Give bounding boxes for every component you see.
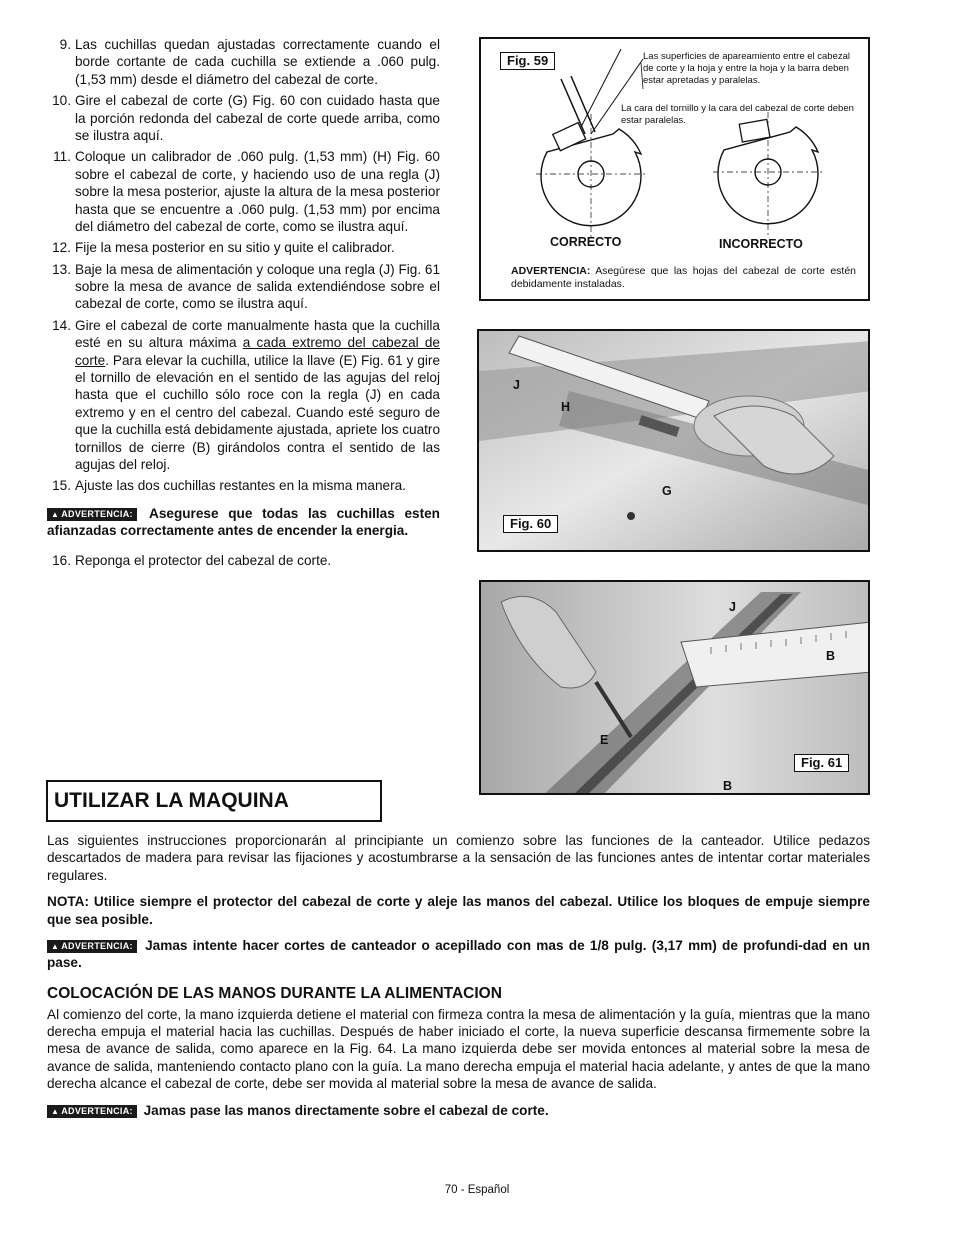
callout-e: E <box>600 733 609 747</box>
nota-paragraph: NOTA: Utilice siempre el protector del cabezal de corte y aleje las manos del cabezal. Utilice los bloques de empuje siempre que sea posible. <box>47 894 870 927</box>
step-14-text-b: . Para elevar la cuchilla, utilice la llave (E) Fig. 61 y gire el tornillo de elevación en el sentido de las agujas del reloj hasta que el cuchillo sólo roce con la regla (J) en cada extremo y en el centro del cabezal. Cuando esté seguro de que la cuchilla está debidamente ajustada, apriete los cuatro tornillos de cierre (B) girándolos contra el sentido de las agujas del reloj. <box>75 352 441 472</box>
warning-hands: ▲ ADVERTENCIA: Jamas pase las manos directamente sobre el cabezal de corte. <box>47 1102 870 1119</box>
step-12: 12. Fije la mesa posterior en su sitio y quite el calibrador. <box>52 240 395 256</box>
fig59-note-screw: La cara del tornillo y la cara del cabezal de corte deben estar paralelas. <box>621 103 854 126</box>
step-16: 16. Reponga el protector del cabezal de corte. <box>52 552 332 568</box>
warning-badge: ▲ ADVERTENCIA: <box>47 1105 137 1119</box>
callout-j: J <box>513 378 520 392</box>
cutterhead-diagrams <box>481 39 870 301</box>
callout-j-61: J <box>729 600 736 614</box>
callout-b-upper: B <box>826 649 836 663</box>
step-9: 9. Las cuchillas quedan ajustadas correctamente cuando el borde cortante de cada cuchilla se extiende a .060 pulg. (1,53 mm) desde el diámetro del cabezal de corte. <box>59 37 440 87</box>
figure-59 <box>479 37 870 301</box>
step-11: 11. Coloque un calibrador de .060 pulg. (1,53 mm) (H) Fig. 60 sobre el cabezal de corte, y haciendo uso de una regla (J) sobre la mesa posterior, ajuste la altura de la mesa posterior hasta que se encuentre a .060 pulg. (1,53 mm) por encima del diámetro del cabezal de corte, como se ilustra aquí. <box>53 149 440 234</box>
step-13: 13. Baje la mesa de alimentación y coloque una regla (J) Fig. 61 sobre la mesa de avance de salida extendiéndose sobre el cabezal de corte, como se ilustra aquí. <box>52 261 440 312</box>
callout-h: H <box>561 400 571 414</box>
warning-badge: ▲ ADVERTENCIA: <box>47 940 137 954</box>
callout-b-lower: B <box>723 779 733 793</box>
hand-placement-paragraph: Al comienzo del corte, la mano izquierda detiene el material con firmeza contra la mesa de alimentación y la guía, mientras que la mano derecha empuja el material hacia las cuchillas. Después de haber iniciado el corte, la nueva superficie descansa firmemente sobre la mesa de avance de salida, como aparece en la Fig. 64. La mano izquierda debe ser movida entonces al material sobre la mesa de avance de salida, manteniendo contacto plano con la guía. La mano derecha empuja el material hacia adelante, y antes de que la mano derecha alcance el cabezal de corte, debe ser movida al material sobre la mesa de avance de salida. <box>47 1006 870 1092</box>
label-correct: CORRECTO <box>550 235 622 249</box>
step-14: 14. Gire el cabezal de corte manualmente hasta que la cuchilla esté en su altura máxima a cada extremo del cabezal de corte. Para elevar la cuchilla, utilice la llave (E) Fig. 61 y gire el tornillo de elevación en el sentido de las agujas del reloj hasta que el cuchillo sólo roce con la regla (J) en cada extremo y en el centro del cabezal. Cuando esté seguro de que la cuchilla está debidamente ajustada, apriete los cuatro tornillos de cierre (B) girándolos contra el sentido de las agujas del reloj. <box>52 317 441 472</box>
warning-blades-secured: ▲ ADVERTENCIA: Asegurese que todas las cuchillas esten afianzadas correctamente antes de encender la energia. <box>47 505 440 539</box>
warning-badge: ▲ ADVERTENCIA: <box>47 508 137 522</box>
figure-60-photo <box>477 329 870 552</box>
section-title: UTILIZAR LA MAQUINA <box>46 780 382 822</box>
fig59-warning: ADVERTENCIA: Asegúrese que las hojas del cabezal de corte estén debidamente instaladas. <box>511 265 856 291</box>
step-14-text-a: Gire el cabezal de corte manualmente hasta que la cuchilla esté en su altura máxima <box>75 317 440 351</box>
step-14-underlined: a cada extremo del cabezal de corte <box>75 335 440 368</box>
step-15: 15. Ajuste las dos cuchillas restantes en la misma manera. <box>52 478 406 494</box>
warning-icon: ▲ <box>51 941 60 951</box>
warning-icon: ▲ <box>51 509 60 519</box>
operation-instructions <box>47 832 870 1128</box>
fig61-label: Fig. 61 <box>794 754 849 772</box>
warning-icon: ▲ <box>51 1106 60 1116</box>
warning-depth: ▲ ADVERTENCIA: Jamas intente hacer cortes de canteador o acepillado con mas de 1/8 pulg. (3,17 mm) de profundi-dad en un pase. <box>47 937 870 971</box>
figure-61-photo <box>479 580 870 795</box>
steps-column <box>47 36 440 573</box>
fig59-note-surfaces: Las superficies de apareamiento entre el cabezal de corte y la hoja y entre la hoja y la barra deben estar apretadas y paralelas. <box>643 51 851 86</box>
page-footer: 70 - Español <box>444 1184 510 1196</box>
correct-cutterhead <box>536 76 646 239</box>
fig59-label: Fig. 59 <box>500 52 555 70</box>
label-incorrect: INCORRECTO <box>719 237 803 251</box>
intro-paragraph: Las siguientes instrucciones proporcionarán al principiante un comienzo sobre las funciones de la canteador. Utilice pedazos descartados de madera para revisar las fijaciones y acostumbrarse a la sensación de las funciones antes de intentar cortar materiales regulares. <box>47 833 870 883</box>
fig60-label: Fig. 60 <box>503 515 558 533</box>
step-10: 10. Gire el cabezal de corte (G) Fig. 60 con cuidado hasta que la porción redonda del cabezal de corte quede arriba, como se ilustra aquí. <box>52 93 440 143</box>
callout-g: G <box>662 484 672 498</box>
incorrect-cutterhead <box>713 112 823 237</box>
subheading-hand-placement: COLOCACIÓN DE LAS MANOS DURANTE LA ALIMENTACION <box>47 984 502 1002</box>
